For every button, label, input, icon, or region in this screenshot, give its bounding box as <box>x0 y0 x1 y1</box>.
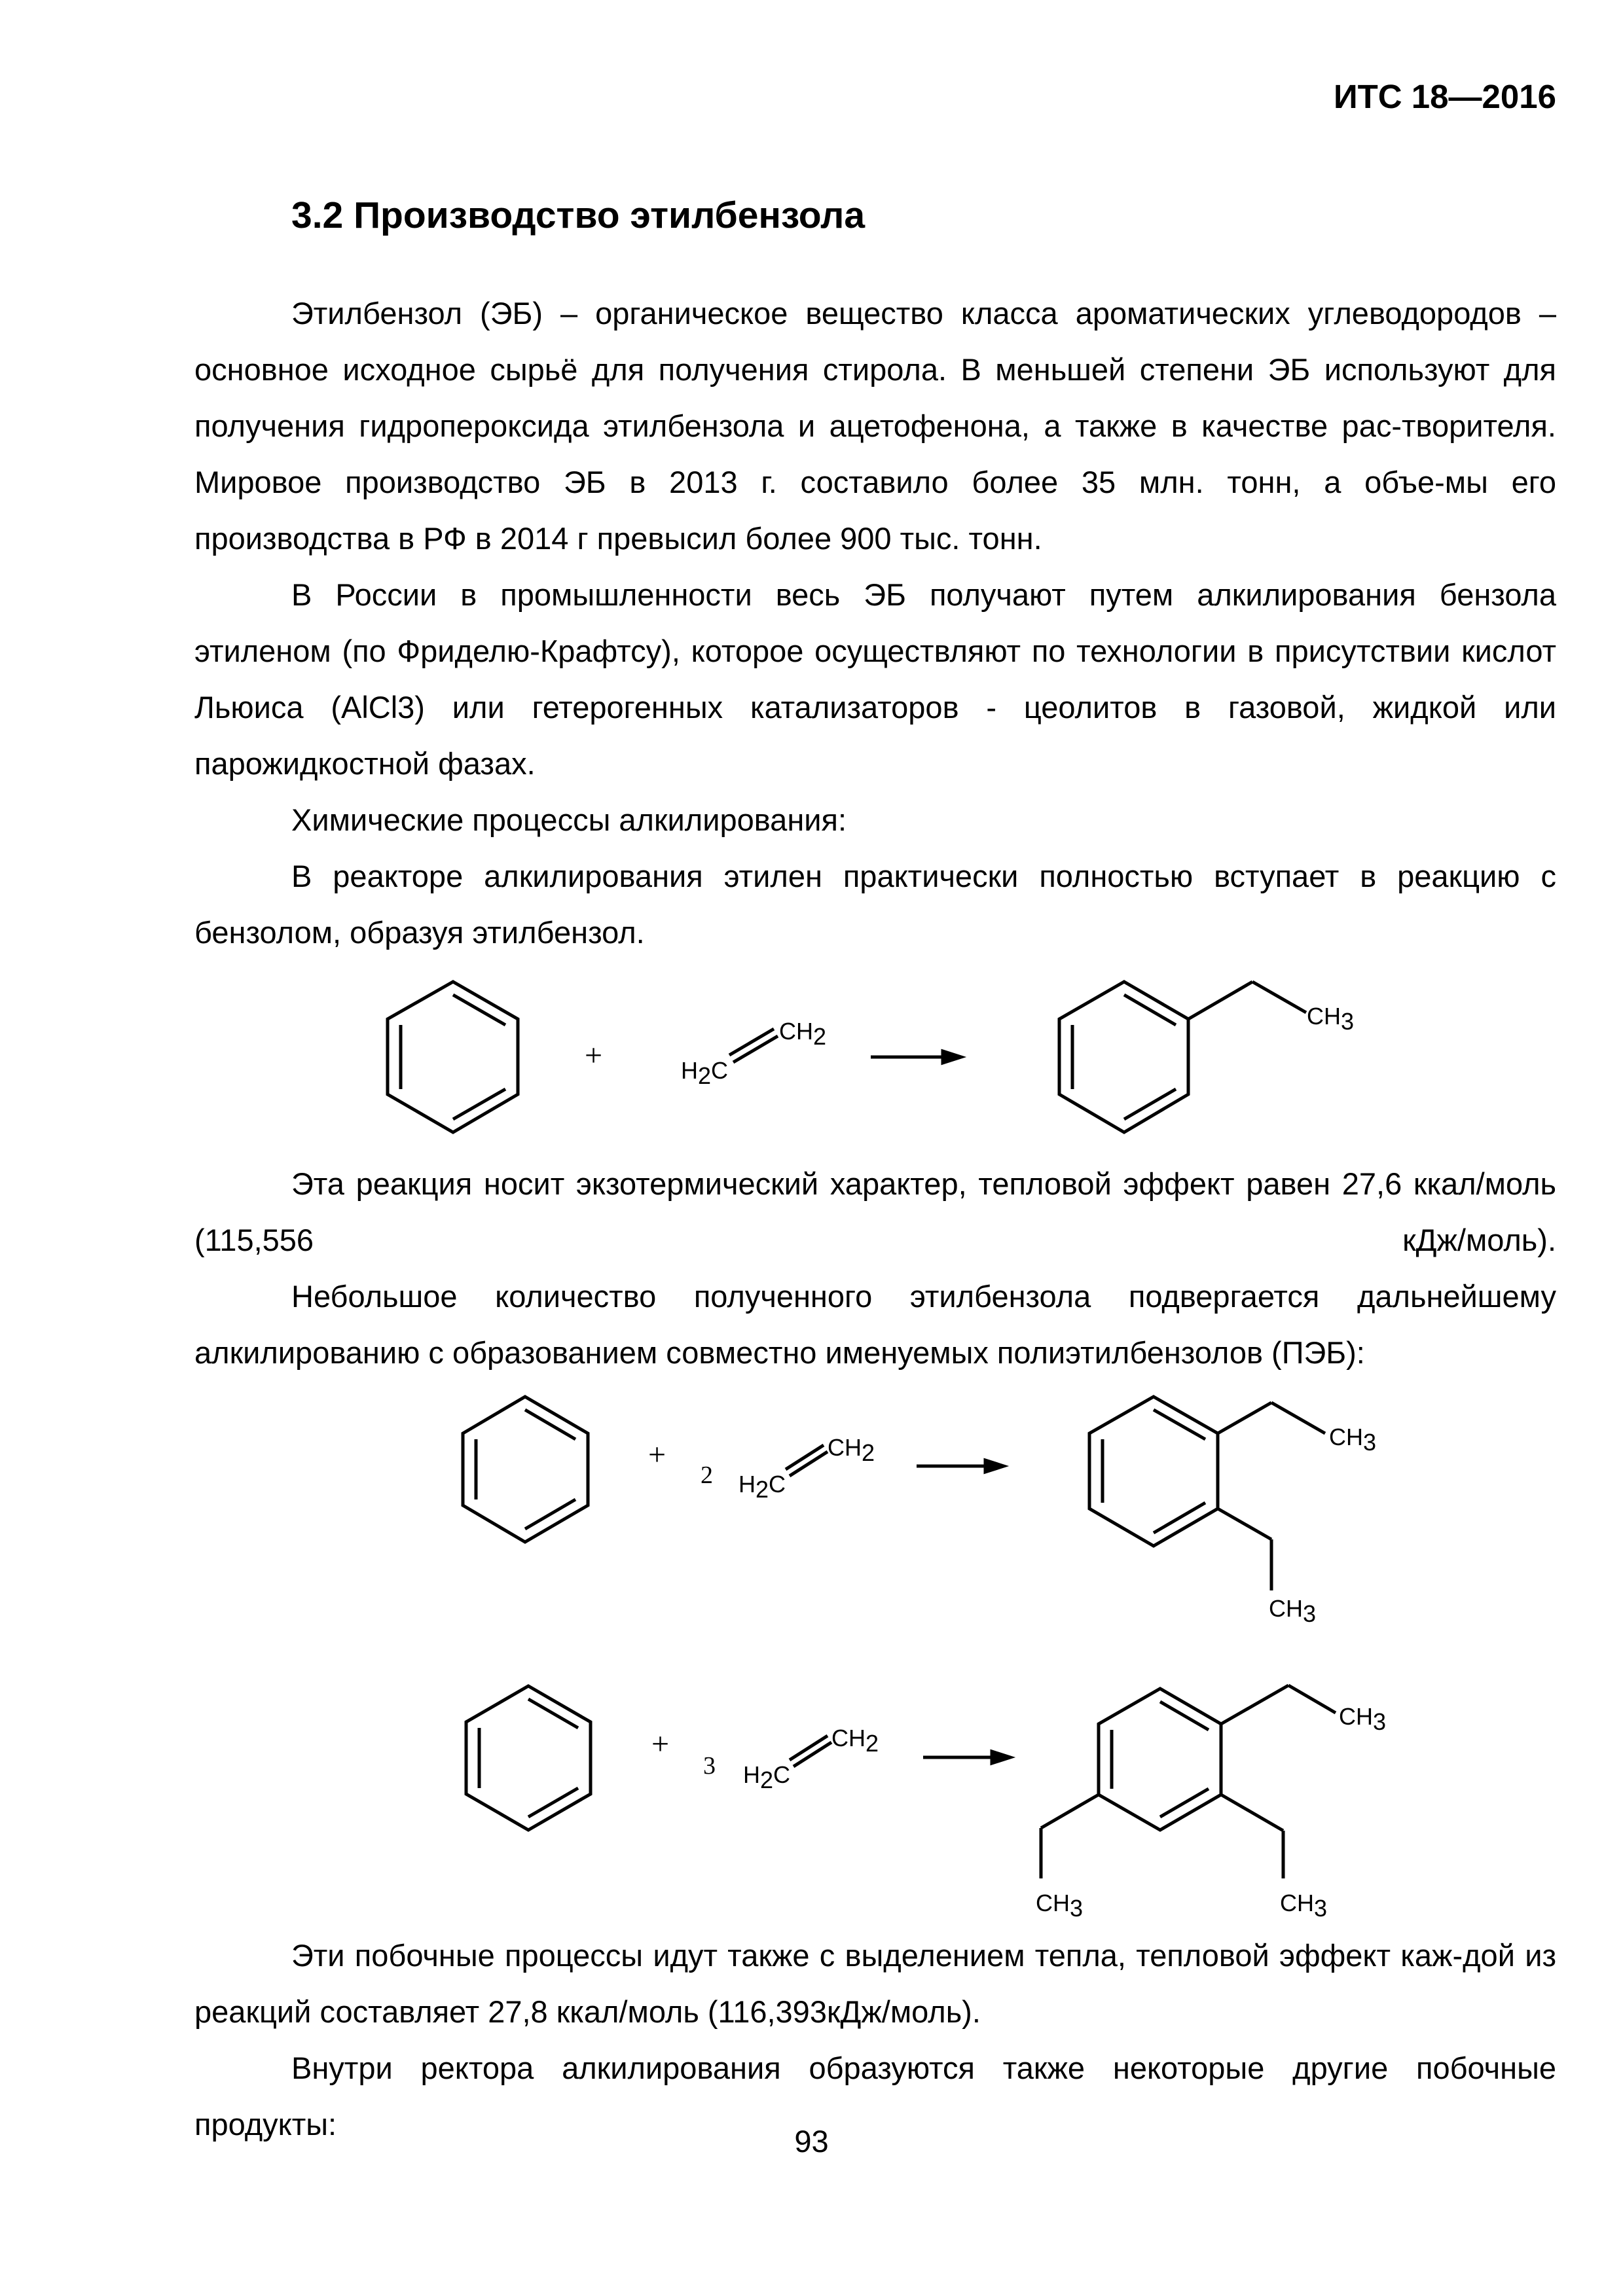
paragraph-polyethylbenzenes: Небольшое количество полученного этилбензола подвергается дальнейшему алкилированию с образованием совместно именуемых полиэтилбензолов (ПЭБ): <box>194 1279 1556 1370</box>
ch3-label: CH3 <box>1329 1424 1377 1456</box>
ch3-label: CH3 <box>1339 1703 1387 1735</box>
reaction-diethylbenzene <box>0 1374 1623 1636</box>
benzene-structure <box>388 982 518 1132</box>
paragraph-side-processes: Эти побочные процессы идут также с выделением тепла, тепловой эффект каж-дой из реакций составляет 27,8 ккал/моль (116,393кДж/моль). <box>194 1938 1556 2029</box>
ch3-label: CH3 <box>1280 1890 1328 1922</box>
ch3-label: CH3 <box>1307 1003 1355 1035</box>
reaction-arrow <box>923 1751 1010 1763</box>
ethylbenzene-structure <box>1059 982 1354 1132</box>
ch2-label: CH2 <box>831 1725 879 1757</box>
reaction-triethylbenzene <box>0 1669 1623 1931</box>
reaction-arrow <box>917 1460 1004 1472</box>
paragraph-intro: Этилбензол (ЭБ) – органическое вещество класса ароматических углеводородов – основное исходное сырьё для получения стирола. В меньшей степени ЭБ используют для получения гидропероксида этилбензола и ацетофенона, а также в качестве рас-творителя. Мировое производство ЭБ в 2013 г. составило более 35 млн. тонн, а объе-мы его производства в РФ в 2014 г превысил более 900 тыс. тонн. <box>194 296 1556 556</box>
plus-sign: + <box>648 1437 666 1472</box>
ethylene-structure <box>743 1725 879 1793</box>
h2c-label: H2C <box>743 1761 791 1793</box>
paragraph-processes-heading: Химические процессы алкилирования: <box>291 802 847 837</box>
ch3-label: CH3 <box>1036 1890 1084 1922</box>
paragraph-reactor: В реакторе алкилирования этилен практически полностью вступает в реакцию с бензолом, образуя этилбензол. <box>194 859 1556 950</box>
document-code: ИТС 18—2016 <box>1334 78 1556 115</box>
plus-sign: + <box>651 1727 670 1761</box>
triethylbenzene-structure <box>1036 1685 1386 1922</box>
ch3-label: CH3 <box>1269 1595 1317 1627</box>
ethylene-structure <box>681 1018 826 1089</box>
ch2-label: CH2 <box>828 1434 875 1466</box>
h2c-label: H2C <box>681 1057 729 1089</box>
coefficient: 2 <box>701 1462 713 1489</box>
paragraph-heat-effect: Эта реакция носит экзотермический характер, тепловой эффект равен 27,6 ккал/моль (115,556 кДж/моль). <box>194 1166 1556 1257</box>
paragraph-other-byproducts: Внутри ректора алкилирования образуются также некоторые другие побочные продукты: <box>194 2051 1556 2142</box>
reaction-arrow <box>871 1051 961 1063</box>
ch2-label: CH2 <box>779 1018 827 1050</box>
diethylbenzene-structure <box>1089 1397 1376 1627</box>
h2c-label: H2C <box>739 1471 786 1503</box>
paragraph-russia-production: В России в промышленности весь ЭБ получают путем алкилирования бензола этиленом (по Фриделю-Крафтсу), которое осуществляют по технологии в присутствии кислот Льюиса (AlCl3) или гетерогенных катализаторов - цеолитов в газовой, жидкой или парожидкостной фазах. <box>194 577 1556 781</box>
page-number: 93 <box>794 2124 829 2159</box>
coefficient: 3 <box>703 1752 716 1780</box>
benzene-structure <box>463 1397 588 1542</box>
benzene-structure <box>466 1686 591 1830</box>
reaction-ethylbenzene <box>0 969 1623 1165</box>
ethylene-structure <box>739 1434 875 1503</box>
section-title: 3.2 Производство этилбензола <box>291 194 866 236</box>
plus-sign: + <box>585 1038 603 1073</box>
